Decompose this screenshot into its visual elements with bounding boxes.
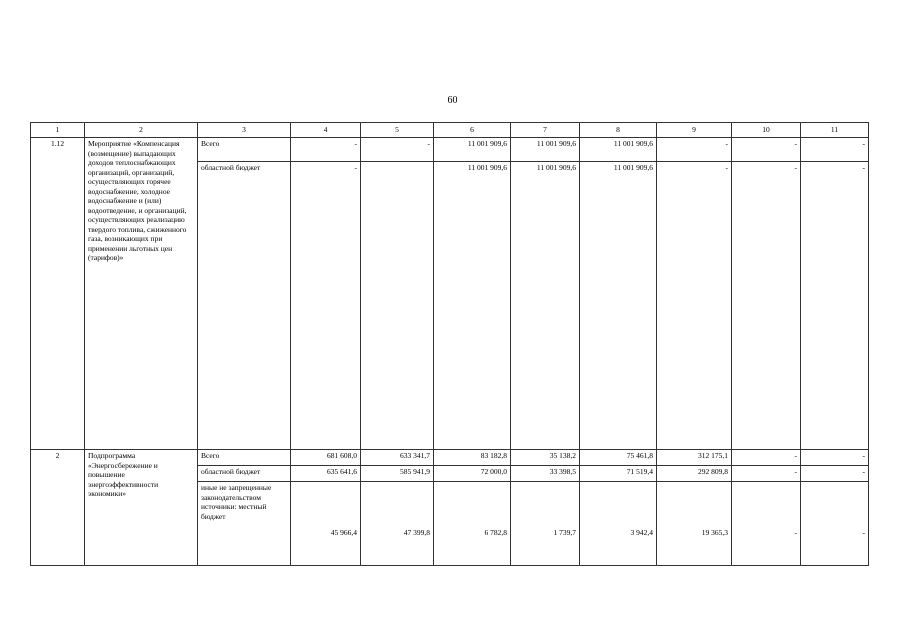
value-cell: 11 001 909,6 bbox=[434, 162, 511, 450]
header-cell: 3 bbox=[198, 123, 291, 138]
value-cell: - bbox=[732, 450, 801, 466]
value-cell: - bbox=[801, 450, 869, 466]
source-label-text: иные не запрещенные законодательством источники: местный бюджет bbox=[201, 483, 272, 521]
page-number: 60 bbox=[447, 95, 458, 106]
value-cell: 83 182,8 bbox=[434, 450, 511, 466]
header-cell: 11 bbox=[801, 123, 869, 138]
value-cell bbox=[801, 482, 869, 566]
value-text: 6 782,8 bbox=[484, 528, 507, 537]
value-cell: 585 941,9 bbox=[361, 466, 434, 482]
header-cell: 7 bbox=[511, 123, 580, 138]
value-cell bbox=[580, 482, 657, 566]
value-cell: - bbox=[801, 138, 869, 162]
value-cell: - bbox=[801, 162, 869, 450]
header-row bbox=[31, 123, 869, 138]
value-cell: 11 001 909,6 bbox=[580, 162, 657, 450]
value-text: 3 942,4 bbox=[630, 528, 653, 537]
header-cell: 8 bbox=[580, 123, 657, 138]
source-label: Всего bbox=[198, 450, 291, 466]
value-text: 45 966,4 bbox=[330, 528, 357, 537]
value-cell bbox=[291, 482, 361, 566]
value-cell: - bbox=[291, 162, 361, 450]
value-text: - bbox=[794, 528, 797, 537]
value-cell: 312 175,1 bbox=[657, 450, 732, 466]
header-cell: 6 bbox=[434, 123, 511, 138]
value-cell: 11 001 909,6 bbox=[511, 138, 580, 162]
header-cell: 5 bbox=[361, 123, 434, 138]
value-cell: - bbox=[732, 466, 801, 482]
value-cell: 35 138,2 bbox=[511, 450, 580, 466]
value-cell: - bbox=[732, 138, 801, 162]
source-label: областной бюджет bbox=[198, 466, 291, 482]
table-row bbox=[31, 138, 869, 162]
value-cell bbox=[732, 482, 801, 566]
row-number: 1.12 bbox=[31, 138, 85, 450]
value-cell: 11 001 909,6 bbox=[434, 138, 511, 162]
row-number: 2 bbox=[31, 450, 85, 566]
value-cell bbox=[434, 482, 511, 566]
header-cell: 9 bbox=[657, 123, 732, 138]
value-cell: 75 461,8 bbox=[580, 450, 657, 466]
value-cell bbox=[657, 482, 732, 566]
value-cell: 71 519,4 bbox=[580, 466, 657, 482]
value-text: 1 739,7 bbox=[553, 528, 576, 537]
value-cell: - bbox=[732, 162, 801, 450]
value-cell: 292 809,8 bbox=[657, 466, 732, 482]
header-cell: 10 bbox=[732, 123, 801, 138]
row-name: Мероприятие «Компенсация (возмещение) выпадающих доходов теплоснабжающих организаций, организаций, осуществляющих горячее водоснабжение, холодное водоснабжение и (или) водоотведение, и организаций, осуществляющих реализацию твердого топлива, сжиженного газа, возникающих при применении льготных цен (тарифов)» bbox=[85, 138, 198, 450]
value-cell bbox=[361, 482, 434, 566]
value-cell: - bbox=[657, 138, 732, 162]
value-text: 19 365,3 bbox=[701, 528, 728, 537]
source-label: Всего bbox=[198, 138, 291, 162]
value-cell: 635 641,6 bbox=[291, 466, 361, 482]
value-cell: 33 398,5 bbox=[511, 466, 580, 482]
value-cell: - bbox=[291, 138, 361, 162]
table-row bbox=[31, 450, 869, 466]
value-cell: - bbox=[657, 162, 732, 450]
source-label bbox=[198, 482, 291, 566]
row-name: Подпрограмма «Энергосбережение и повышение энергоэффективности экономики» bbox=[85, 450, 198, 566]
value-text: 47 399,8 bbox=[403, 528, 430, 537]
value-cell bbox=[361, 162, 434, 450]
source-label: областной бюджет bbox=[198, 162, 291, 450]
value-cell: 72 000,0 bbox=[434, 466, 511, 482]
value-cell: - bbox=[801, 466, 869, 482]
value-cell: 11 001 909,6 bbox=[580, 138, 657, 162]
header-cell: 2 bbox=[85, 123, 198, 138]
header-cell: 4 bbox=[291, 123, 361, 138]
budget-table bbox=[30, 122, 869, 566]
value-cell: 11 001 909,6 bbox=[511, 162, 580, 450]
value-cell: - bbox=[361, 138, 434, 162]
header-cell: 1 bbox=[31, 123, 85, 138]
value-cell bbox=[511, 482, 580, 566]
value-text: - bbox=[862, 528, 865, 537]
value-cell: 633 341,7 bbox=[361, 450, 434, 466]
value-cell: 681 608,0 bbox=[291, 450, 361, 466]
